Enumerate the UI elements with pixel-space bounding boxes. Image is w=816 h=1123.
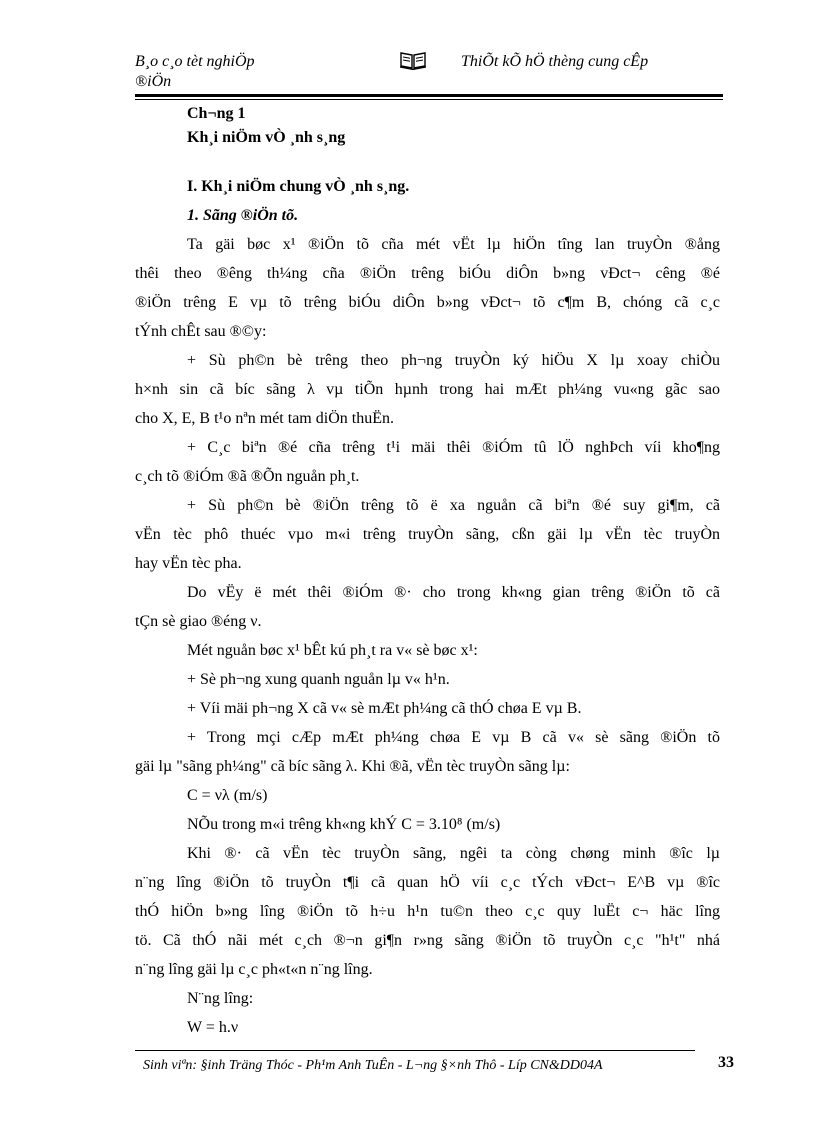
header-rule-thick xyxy=(135,94,723,97)
header-left-line2: ®iÖn xyxy=(135,73,172,90)
chapter-title: Kh¸i niÖm vÒ ¸nh s¸ng xyxy=(187,129,346,146)
header-report-title xyxy=(135,52,335,92)
footer-authors: Sinh viªn: §inh Träng Thóc - Ph¹m Anh TuÊn - L¬ng §×nh Thô - Líp CN&DD04A xyxy=(143,1058,603,1073)
formula-speed: C = νλ (m/s) xyxy=(187,787,268,804)
paragraph-line: c¸ch tõ ®iÓm ®ã ®Õn nguån ph¸t. xyxy=(135,468,360,485)
paragraph-line: + Sù ph©n bè ®iÖn trêng tõ ë xa nguån cã biªn ®é suy gi¶m, cã xyxy=(187,497,720,514)
subsection-title: 1. Sãng ®iÖn tõ. xyxy=(187,207,299,224)
paragraph-line: ®iÖn trêng E vµ tõ trêng biÓu diÔn b»ng vÐct¬ tõ c¶m B, chóng cã c¸c xyxy=(135,294,720,311)
paragraph-line: thêi theo ®êng th¼ng cña ®iÖn trêng biÓu diÔn b»ng vÐct¬ cêng ®é xyxy=(135,265,720,282)
paragraph-line: n¨ng lîng ®iÖn tõ truyÒn t¶i cã quan hÖ víi c¸c tÝch vÐct¬ E^B vµ ®îc xyxy=(135,874,720,891)
paragraph-line: tÇn sè giao ®éng ν. xyxy=(135,613,262,630)
section-title: I. Kh¸i niÖm chung vÒ ¸nh s¸ng. xyxy=(187,178,410,195)
paragraph-line: h×nh sin cã bíc sãng λ vµ tiÕn hµnh trong hai mÆt ph¼ng vu«ng gãc sao xyxy=(135,381,720,398)
paragraph-line: tö. Cã thÓ nãi mét c¸ch ®¬n gi¶n r»ng sãng ®iÖn tõ truyÒn c¸c "h¹t" nhá xyxy=(135,932,720,949)
paragraph-line: cho X, E, B t¹o nªn mét tam diÖn thuËn. xyxy=(135,410,394,427)
paragraph-line: thÓ hiÖn b»ng lîng ®iÖn tõ h÷u h¹n tu©n theo c¸c quy luËt c¬ häc lîng xyxy=(135,903,720,920)
chapter-number: Ch¬ng 1 xyxy=(187,105,246,122)
paragraph-line: vËn tèc phô thuéc vµo m«i trêng truyÒn sãng, cßn gäi lµ vËn tèc truyÒn xyxy=(135,526,720,543)
paragraph-line: + C¸c biªn ®é cña trêng t¹i mäi thêi ®iÓm tû lÖ nghÞch víi kho¶ng xyxy=(187,439,720,456)
energy-label: N¨ng lîng: xyxy=(187,990,254,1007)
paragraph-line: hay vËn tèc pha. xyxy=(135,555,242,572)
paragraph-line: gäi lµ "sãng ph¼ng" cã bíc sãng λ. Khi ®ã, vËn tèc truyÒn sãng lµ: xyxy=(135,758,570,775)
footer-rule xyxy=(135,1050,695,1051)
paragraph-line: Ta gäi bøc x¹ ®iÖn tõ cña mét vËt lµ hiÖn tîng lan truyÒn ®ång xyxy=(187,236,720,253)
paragraph-line: Khi ®· cã vËn tèc truyÒn sãng, ngêi ta còng chøng minh ®îc lµ xyxy=(187,845,720,862)
paragraph-line: + Trong mçi cÆp mÆt ph¼ng chøa E vµ B cã v« sè sãng ®iÖn tõ xyxy=(187,729,720,746)
paragraph-line: Do vËy ë mét thêi ®iÓm ®· cho trong kh«ng gian trêng ®iÖn tõ cã xyxy=(187,584,720,601)
header-topic: ThiÕt kÕ hÖ thèng cung cÊp xyxy=(461,53,649,70)
header-left-line1: B¸o c¸o tèt nghiÖp xyxy=(135,53,255,70)
header-rule-thin xyxy=(135,99,723,100)
page-header xyxy=(135,48,723,96)
paragraph-line: tÝnh chÊt sau ®©y: xyxy=(135,323,267,340)
paragraph-line: + Víi mäi ph¬ng X cã v« sè mÆt ph¼ng cã thÓ chøa E vµ B. xyxy=(187,700,582,717)
paragraph-line: n¨ng lîng gäi lµ c¸c ph«t«n n¨ng lîng. xyxy=(135,961,373,978)
formula-energy: W = h.ν xyxy=(187,1019,239,1036)
paragraph-line: + Sù ph©n bè trêng theo ph¬ng truyÒn ký hiÖu X lµ xoay chiÒu xyxy=(187,352,720,369)
paragraph-line: Mét nguån bøc x¹ bÊt kú ph¸t ra v« sè bøc x¹: xyxy=(187,642,478,659)
open-book-icon xyxy=(399,50,427,70)
paragraph-line: + Sè ph¬ng xung quanh nguån lµ v« h¹n. xyxy=(187,671,450,688)
paragraph-line: NÕu trong m«i trêng kh«ng khÝ C = 3.10⁸ (m/s) xyxy=(187,816,501,833)
page-number: 33 xyxy=(718,1054,734,1071)
